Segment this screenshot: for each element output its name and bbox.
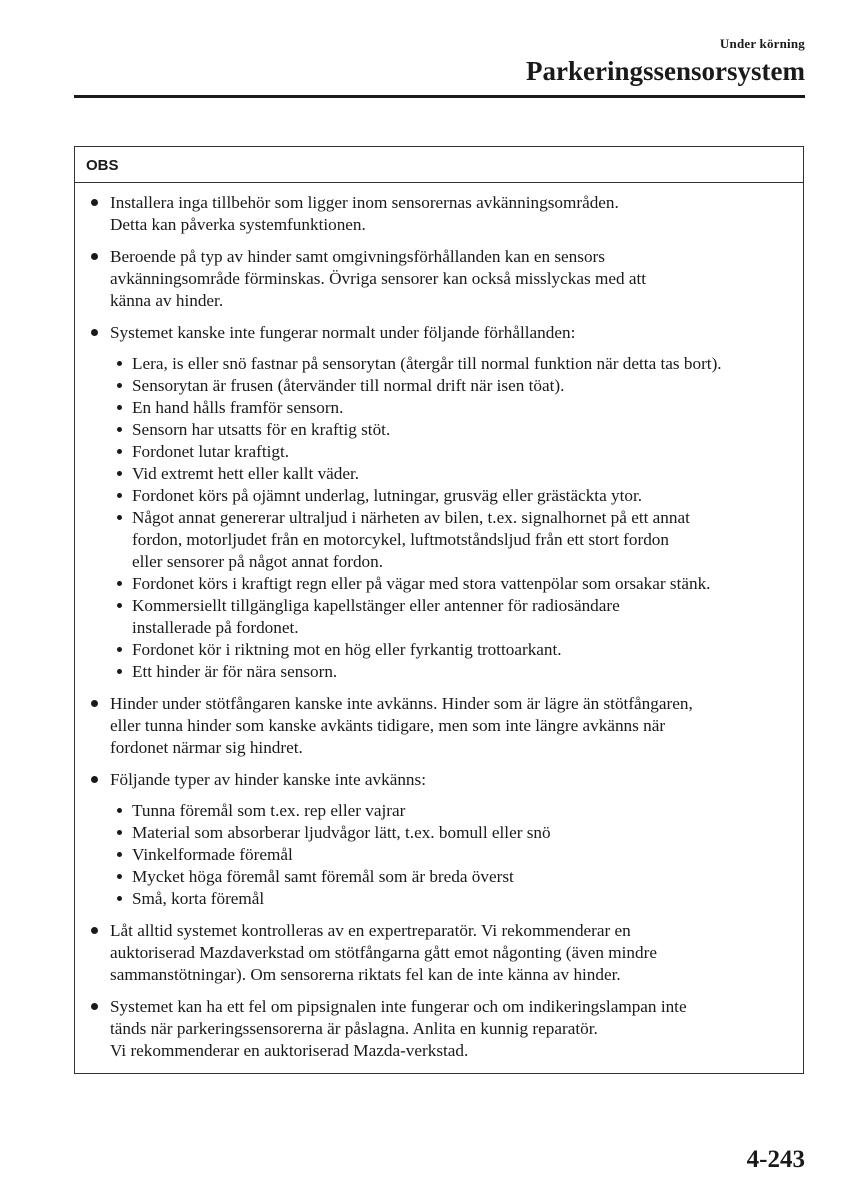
title-rule — [74, 95, 805, 98]
small-bullet-icon — [117, 427, 122, 432]
condition-item — [110, 800, 791, 822]
condition-item-text: Sensorn har utsatts för en kraftig stöt. — [132, 420, 391, 439]
note-item — [87, 920, 791, 986]
small-bullet-icon — [117, 874, 122, 879]
note-item-text: Hinder under stötfångaren kanske inte avkänns. Hinder som är lägre än stötfångaren, eller tunna hinder som kanske avkänts tidigare, men som inte längre avkänns när fordonet närmar sig hindret. — [110, 694, 693, 757]
condition-item — [110, 463, 791, 485]
condition-item-text: Något annat genererar ultraljud i närheten av bilen, t.ex. signalhornet på ett annat fordon, motorljudet från en motorcykel, luftmotståndsljud från ett stort fordon eller sensorer på något annat fordon. — [132, 508, 690, 571]
condition-item-text: Tunna föremål som t.ex. rep eller vajrar — [132, 801, 406, 820]
note-heading: OBS — [75, 147, 803, 183]
condition-item — [110, 639, 791, 661]
note-item — [87, 769, 791, 910]
note-item-text: Följande typer av hinder kanske inte avkänns: — [110, 770, 426, 789]
small-bullet-icon — [117, 581, 122, 586]
page-title: Parkeringssensorsystem — [526, 56, 805, 86]
condition-item — [110, 573, 791, 595]
bullet-icon — [91, 927, 98, 934]
note-item — [87, 996, 791, 1062]
small-bullet-icon — [117, 852, 122, 857]
small-bullet-icon — [117, 493, 122, 498]
condition-item-text: Material som absorberar ljudvågor lätt, t.ex. bomull eller snö — [132, 823, 551, 842]
condition-item-text: Små, korta föremål — [132, 889, 265, 908]
small-bullet-icon — [117, 830, 122, 835]
note-body — [75, 183, 803, 1062]
note-item — [87, 192, 791, 236]
condition-list — [110, 353, 791, 683]
condition-list — [110, 800, 791, 910]
note-item-text: Beroende på typ av hinder samt omgivningsförhållanden kan en sensors avkänningsområde förminskas. Övriga sensorer kan också misslyckas med att känna av hinder. — [110, 247, 647, 310]
condition-item-text: En hand hålls framför sensorn. — [132, 398, 344, 417]
small-bullet-icon — [117, 515, 122, 520]
note-item — [87, 322, 791, 683]
condition-item — [110, 353, 791, 375]
note-item-text: Systemet kan ha ett fel om pipsignalen inte fungerar och om indikeringslampan inte tänds när parkeringssensorerna är påslagna. Anlita en kunnig reparatör. Vi rekommenderar en auktoriserad Mazda-verkstad. — [110, 997, 687, 1060]
note-item — [87, 246, 791, 312]
page-number: 4-243 — [746, 1146, 805, 1173]
note-item-text: Systemet kanske inte fungerar normalt under följande förhållanden: — [110, 323, 576, 342]
condition-item — [110, 888, 791, 910]
condition-item — [110, 485, 791, 507]
condition-item-text: Vinkelformade föremål — [132, 845, 293, 864]
condition-item-text: Fordonet körs i kraftigt regn eller på vägar med stora vattenpölar som orsakar stänk. — [132, 574, 711, 593]
condition-item — [110, 441, 791, 463]
condition-item-text: Kommersiellt tillgängliga kapellstänger eller antenner för radiosändare installerade på fordonet. — [132, 596, 620, 637]
small-bullet-icon — [117, 808, 122, 813]
bullet-icon — [91, 199, 98, 206]
bullet-icon — [91, 253, 98, 260]
condition-item-text: Lera, is eller snö fastnar på sensorytan (återgår till normal funktion när detta tas bort). — [132, 354, 722, 373]
condition-item — [110, 661, 791, 683]
bullet-icon — [91, 1003, 98, 1010]
condition-item — [110, 595, 791, 639]
small-bullet-icon — [117, 603, 122, 608]
small-bullet-icon — [117, 647, 122, 652]
small-bullet-icon — [117, 669, 122, 674]
condition-item-text: Fordonet körs på ojämnt underlag, lutningar, grusväg eller grästäckta ytor. — [132, 486, 643, 505]
condition-item — [110, 822, 791, 844]
condition-item-text: Ett hinder är för nära sensorn. — [132, 662, 338, 681]
condition-item-text: Fordonet kör i riktning mot en hög eller fyrkantig trottoarkant. — [132, 640, 562, 659]
bullet-icon — [91, 776, 98, 783]
condition-item — [110, 419, 791, 441]
small-bullet-icon — [117, 361, 122, 366]
condition-item — [110, 866, 791, 888]
note-item — [87, 693, 791, 759]
condition-item — [110, 397, 791, 419]
section-label: Under körning — [719, 36, 805, 51]
note-box — [74, 146, 804, 1074]
condition-item-text: Mycket höga föremål samt föremål som är breda överst — [132, 867, 514, 886]
bullet-icon — [91, 700, 98, 707]
note-item-text: Låt alltid systemet kontrolleras av en expertreparatör. Vi rekommenderar en auktoriserad Mazdaverkstad om stötfångarna gått emot någonting (även mindre sammanstötningar). Om sensorerna riktats fel kan de inte känna av hinder. — [110, 921, 657, 984]
small-bullet-icon — [117, 383, 122, 388]
note-list — [87, 192, 791, 1062]
condition-item — [110, 507, 791, 573]
condition-item — [110, 844, 791, 866]
small-bullet-icon — [117, 896, 122, 901]
note-item-text: Installera inga tillbehör som ligger inom sensorernas avkänningsområden. Detta kan påverka systemfunktionen. — [110, 193, 619, 234]
bullet-icon — [91, 329, 98, 336]
small-bullet-icon — [117, 405, 122, 410]
condition-item-text: Fordonet lutar kraftigt. — [132, 442, 290, 461]
condition-item-text: Sensorytan är frusen (återvänder till normal drift när isen töat). — [132, 376, 565, 395]
condition-item-text: Vid extremt hett eller kallt väder. — [132, 464, 360, 483]
small-bullet-icon — [117, 449, 122, 454]
condition-item — [110, 375, 791, 397]
small-bullet-icon — [117, 471, 122, 476]
